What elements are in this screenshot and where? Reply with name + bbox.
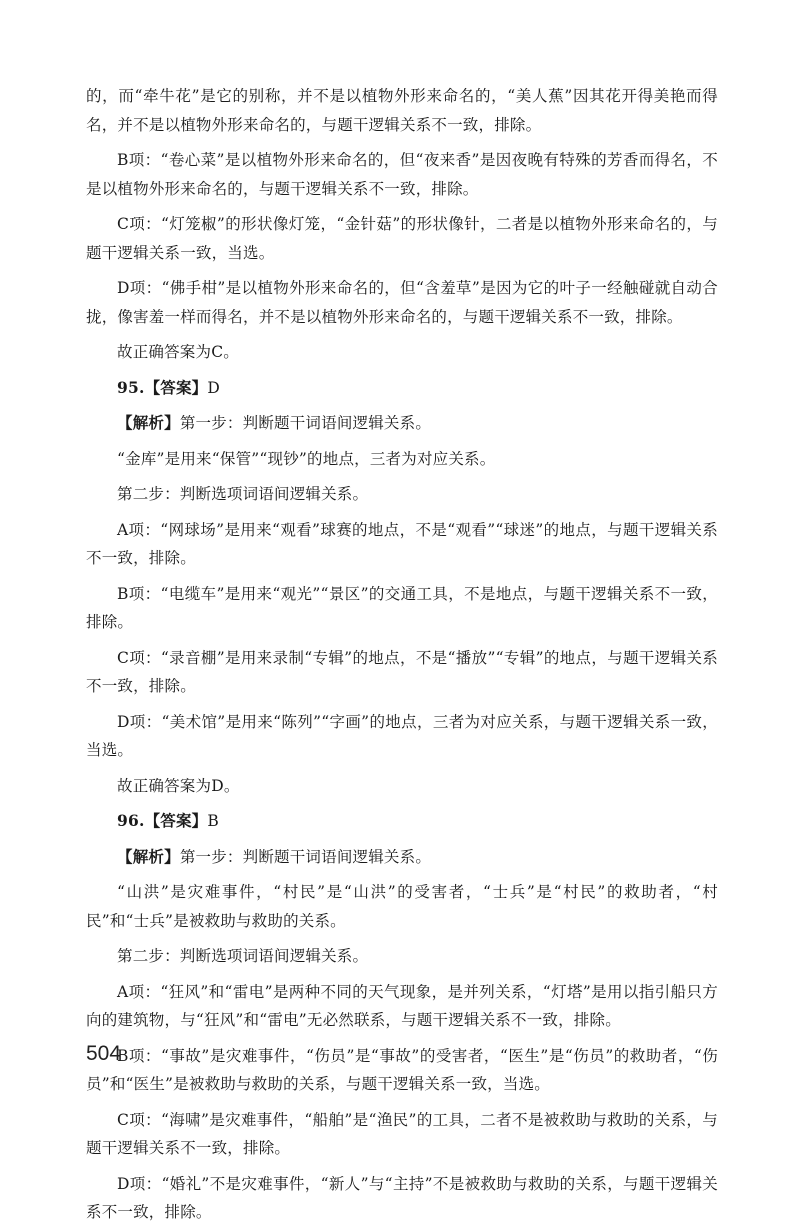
option-d-explanation: D项：“美术馆”是用来“陈列”“字画”的地点，三者为对应关系，与题干逻辑关系一致，当选。 [86,712,718,759]
answer-label: 96.【答案】 [117,811,208,830]
option-a-explanation: A项：“网球场”是用来“观看”球赛的地点，不是“观看”“球迷”的地点，与题干逻辑关系不一致，排除。 [86,520,718,567]
page-body [86,82,718,1227]
answer-value: B [207,812,219,830]
stem-relation: “山洪”是灾难事件，“村民”是“山洪”的受害者，“士兵”是“村民”的救助者，“村民”和“士兵”是被救助与救助的关系。 [86,883,718,930]
paragraph-1: 的，而“牵牛花”是它的别称，并不是以植物外形来命名的，“美人蕉”因其花开得美艳而得名，并不是以植物外形来命名的，与题干逻辑关系不一致，排除。 [86,87,718,134]
option-a-explanation: A项：“狂风”和“雷电”是两种不同的天气现象，是并列关系，“灯塔”是用以指引船只方向的建筑物，与“狂风”和“雷电”无必然联系，与题干逻辑关系不一致，排除。 [86,982,718,1029]
option-b-explanation: B项：“事故”是灾难事件，“伤员”是“事故”的受害者，“医生”是“伤员”的救助者，“伤员”和“医生”是被救助与救助的关系，与题干逻辑关系一致，当选。 [86,1046,718,1093]
analysis-label: 【解析】 [117,413,180,432]
option-b-explanation: B项：“电缆车”是用来“观光”“景区”的交通工具，不是地点，与题干逻辑关系不一致，排除。 [86,584,718,631]
answer-value: D [207,378,221,397]
analysis-text: 第一步：判断题干词语间逻辑关系。 [179,414,432,432]
conclusion-94: 故正确答案为C。 [117,343,239,361]
page-number: 504 [86,1042,122,1065]
option-c-explanation: C项：“录音棚”是用来录制“专辑”的地点，不是“播放”“专辑”的地点，与题干逻辑关系不一致，排除。 [86,648,718,695]
option-c-explanation: C项：“灯笼椒”的形状像灯笼，“金针菇”的形状像针，二者是以植物外形来命名的，与题干逻辑关系一致，当选。 [86,215,718,262]
stem-relation: “金库”是用来“保管”“现钞”的地点，三者为对应关系。 [117,449,496,468]
answer-heading-95 [86,374,718,403]
option-d-explanation: D项：“婚礼”不是灾难事件，“新人”与“主持”不是被救助与救助的关系，与题干逻辑关系不一致，排除。 [86,1174,718,1221]
analysis-step-2: 第二步：判断选项词语间逻辑关系。 [117,485,369,503]
option-b-explanation: B项：“卷心菜”是以植物外形来命名的，但“夜来香”是因夜晚有特殊的芳香而得名，不是以植物外形来命名的，与题干逻辑关系不一致，排除。 [86,151,718,198]
option-d-explanation: D项：“佛手柑”是以植物外形来命名的，但“含羞草”是因为它的叶子一经触碰就自动合拢，像害羞一样而得名，并不是以植物外形来命名的，与题干逻辑关系不一致，排除。 [86,279,718,326]
analysis-step-1 [86,843,718,872]
answer-label: 95.【答案】 [117,377,208,397]
answer-heading-96 [86,807,718,836]
option-c-explanation: C项：“海啸”是灾难事件，“船舶”是“渔民”的工具，二者不是被救助与救助的关系，与题干逻辑关系不一致，排除。 [86,1110,718,1157]
analysis-step-2: 第二步：判断选项词语间逻辑关系。 [117,947,369,965]
conclusion-95: 故正确答案为D。 [117,776,240,795]
analysis-step-1 [86,409,718,438]
analysis-text: 第一步：判断题干词语间逻辑关系。 [179,847,432,866]
analysis-label: 【解析】 [117,846,180,866]
